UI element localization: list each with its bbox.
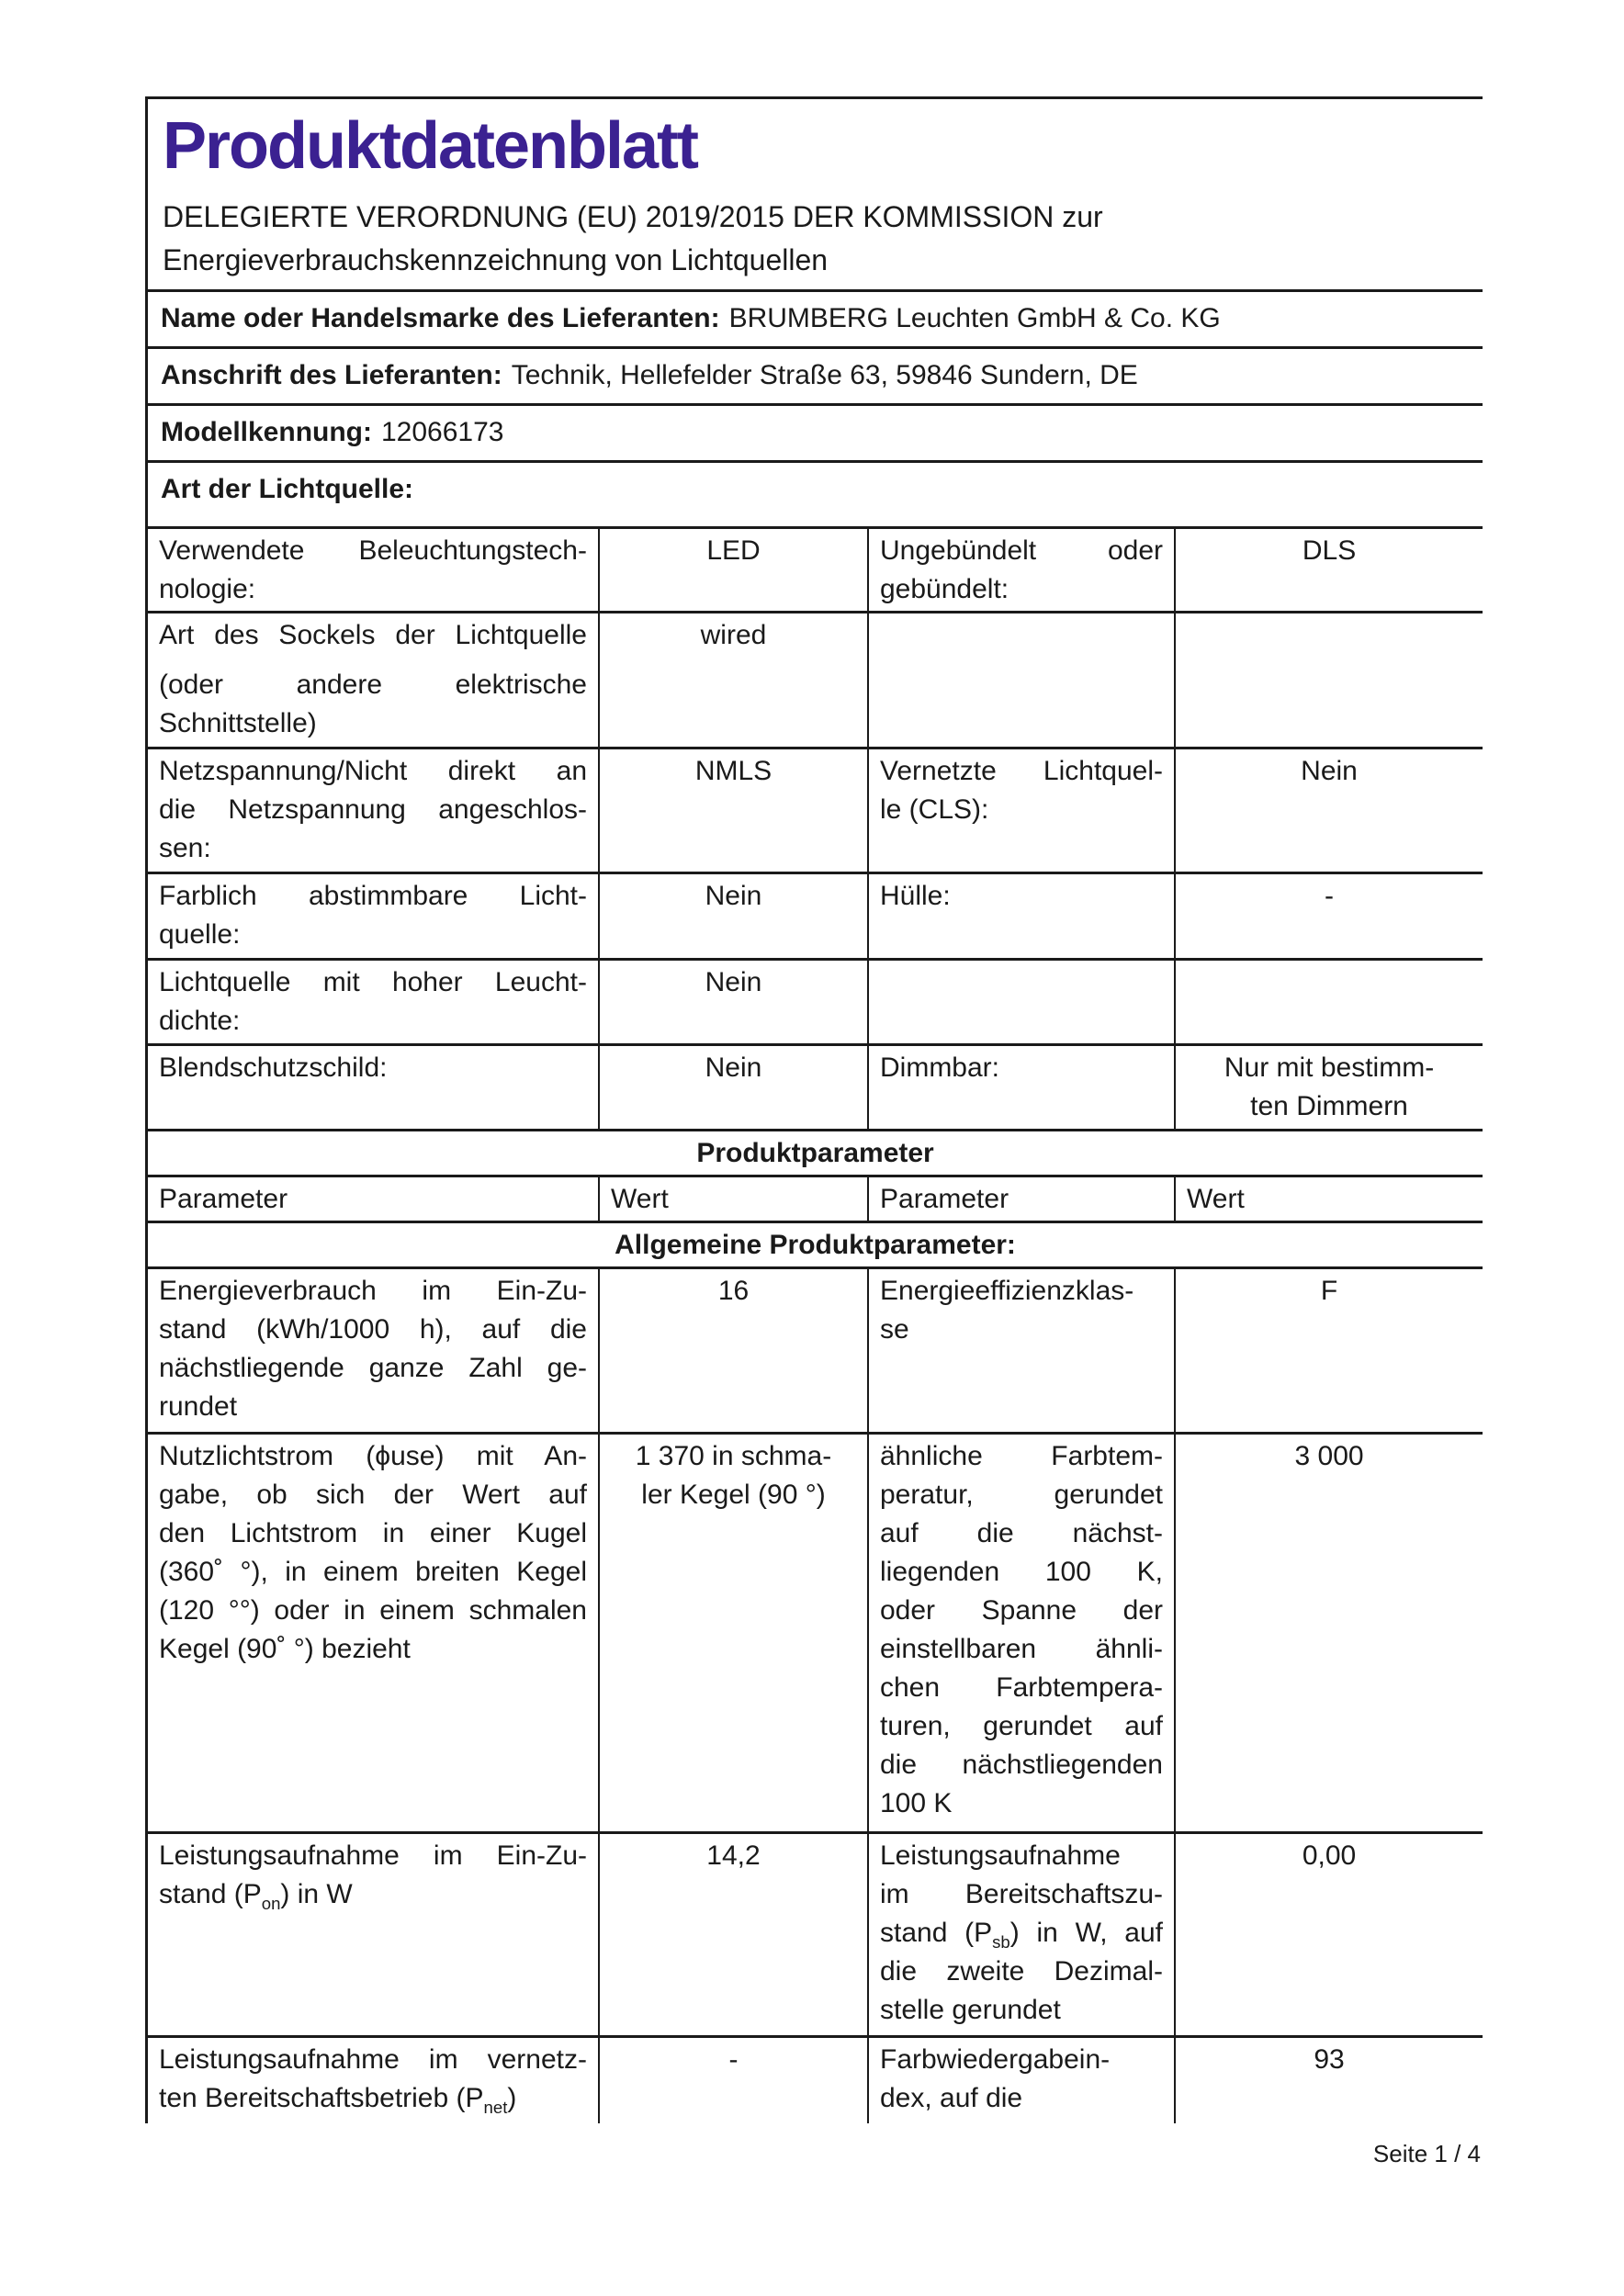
text-line: Energieverbrauch im Ein-Zu- [159, 1276, 587, 1306]
text-line: gabe, ob sich der Wert auf [159, 1480, 587, 1510]
model-id-cell [148, 406, 1483, 463]
param-right [869, 613, 1176, 749]
info-row-light-source-type [148, 463, 1483, 529]
column-header-parameter-left: Parameter [148, 1177, 600, 1223]
text-line: LED [706, 535, 761, 566]
text-line: ler Kegel (90 °) [641, 1480, 826, 1510]
text-line: rundet [159, 1391, 238, 1422]
column-header-wert-right: Wert [1176, 1177, 1483, 1223]
supplier-address-cell [148, 349, 1483, 406]
text-line: gebündelt: [880, 574, 1009, 604]
value-right [1176, 1834, 1483, 2038]
text-line: Kegel (90˚ °) bezieht [159, 1634, 411, 1664]
text-line: DLS [1302, 535, 1357, 566]
param-left [148, 2038, 600, 2123]
value-right [1176, 961, 1483, 1046]
text-line: Lichtquelle mit hoher Leucht- [159, 967, 587, 997]
table-row [148, 1269, 1483, 1435]
param-left [148, 1046, 600, 1131]
supplier-name-value: BRUMBERG Leuchten GmbH & Co. KG [728, 303, 1221, 333]
text-line: 0,00 [1302, 1840, 1357, 1871]
param-left [148, 961, 600, 1046]
text-line: le (CLS): [880, 794, 989, 825]
text-line: oder Spanne der [880, 1595, 1163, 1626]
text-line: die Netzspannung angeschlos- [159, 794, 587, 825]
text-line: Dimmbar: [880, 1052, 1000, 1083]
text-line: peratur, gerundet [880, 1480, 1163, 1510]
table-row [148, 749, 1483, 874]
datasheet-table-container [145, 96, 1483, 2123]
text-line: stand $(P_{sb})$ in W, auf [880, 1918, 1163, 1952]
value-right [1176, 1269, 1483, 1435]
text-line: den Lichtstrom in einer Kugel [159, 1518, 587, 1548]
value-left [600, 961, 869, 1046]
text-line: (oder andere elektrische [159, 670, 587, 700]
param-right [869, 2038, 1176, 2123]
param-right [869, 1269, 1176, 1435]
text-line: einstellbaren ähnli- [880, 1634, 1163, 1664]
text-line [159, 655, 587, 666]
value-left [600, 1834, 869, 2038]
supplier-address-value: Technik, Hellefelder Straße 63, 59846 Sundern, DE [511, 360, 1138, 390]
header-row [148, 99, 1483, 292]
text-line: F [1320, 1276, 1338, 1306]
text-line: NMLS [694, 756, 773, 786]
text-line: Hülle: [880, 881, 951, 911]
text-line: chen Farbtempera- [880, 1672, 1163, 1703]
supplier-address-label: Anschrift des Lieferanten: [161, 360, 502, 390]
text-line: Schnittstelle) [159, 708, 317, 738]
table-row [148, 961, 1483, 1046]
param-left [148, 1269, 600, 1435]
section-header-row [148, 1223, 1483, 1269]
value-left [600, 613, 869, 749]
text-line: Vernetzte Lichtquel- [880, 756, 1163, 786]
light-source-type-label: Art der Lichtquelle: [161, 474, 414, 504]
value-left [600, 1046, 869, 1131]
value-left [600, 1269, 869, 1435]
text-line: Farblich abstimmbare Licht- [159, 881, 587, 911]
supplier-name-label: Name oder Handelsmarke des Lieferanten: [161, 303, 720, 333]
text-line: ähnliche Farbtem- [880, 1441, 1163, 1471]
text-line: Farbwiedergabein- [880, 2044, 1111, 2075]
text-line: Leistungsaufnahme [880, 1840, 1121, 1871]
param-left [148, 874, 600, 961]
section-header-produktparameter: Produktparameter [148, 1131, 1483, 1177]
text-line: Nur mit bestimm- [1224, 1052, 1435, 1083]
text-line: Nein [705, 881, 762, 911]
supplier-name-cell [148, 292, 1483, 349]
text-line: 93 [1314, 2044, 1345, 2075]
model-id-value: 12066173 [380, 417, 504, 447]
text-line: (360˚ °), in einem breiten Kegel [159, 1557, 587, 1587]
text-line: liegenden 100 K, [880, 1557, 1163, 1587]
text-line: - [728, 2044, 739, 2075]
value-right [1176, 529, 1483, 613]
text-line: Ungebündelt oder [880, 535, 1163, 566]
text-line: Blendschutzschild: [159, 1052, 388, 1083]
value-right [1176, 749, 1483, 874]
param-right [869, 1834, 1176, 2038]
value-right [1176, 874, 1483, 961]
text-line: 14,2 [706, 1840, 761, 1871]
value-right [1176, 613, 1483, 749]
table-row [148, 2038, 1483, 2123]
value-left [600, 2038, 869, 2123]
text-line: 16 [717, 1276, 750, 1306]
text-line: die nächstliegenden [880, 1750, 1163, 1780]
light-source-type-cell [148, 463, 1483, 529]
param-left [148, 613, 600, 749]
param-right [869, 874, 1176, 961]
value-left [600, 874, 869, 961]
info-row-supplier-address [148, 349, 1483, 406]
table-row [148, 1435, 1483, 1834]
section-header-row [148, 1131, 1483, 1177]
text-line: quelle: [159, 919, 241, 950]
table-row [148, 1046, 1483, 1131]
text-line: Leistungsaufnahme im Ein-Zu- [159, 1840, 587, 1871]
datasheet-table [145, 96, 1483, 2123]
text-line: dex, auf die [880, 2083, 1023, 2113]
param-left [148, 1435, 600, 1834]
text-line: stand $(P_{on})$ in W [159, 1879, 353, 1913]
text-line: wired [700, 620, 767, 650]
header-cell [148, 99, 1483, 292]
param-left [148, 529, 600, 613]
text-line: 100 K [880, 1788, 953, 1818]
text-line: Nein [1301, 756, 1358, 786]
text-line: sen: [159, 833, 211, 863]
param-left [148, 1834, 600, 2038]
value-left [600, 749, 869, 874]
column-header-parameter-right: Parameter [869, 1177, 1176, 1223]
text-line: se [880, 1314, 909, 1345]
text-line: ten Dimmern [1250, 1091, 1408, 1121]
info-row-supplier-name [148, 292, 1483, 349]
info-row-model-id [148, 406, 1483, 463]
table-row [148, 1834, 1483, 2038]
text-line: Netzspannung/Nicht direkt an [159, 756, 587, 786]
param-right [869, 529, 1176, 613]
text-line: Leistungsaufnahme im vernetz- [159, 2044, 587, 2075]
param-right [869, 749, 1176, 874]
value-left [600, 529, 869, 613]
text-line: im Bereitschaftszu- [880, 1879, 1163, 1909]
table-row [148, 874, 1483, 961]
text-line: auf die nächst- [880, 1518, 1163, 1548]
text-line: Nein [705, 967, 762, 997]
param-right [869, 961, 1176, 1046]
value-right [1176, 2038, 1483, 2123]
subtitle-line-2: Energieverbrauchskennzeichnung von Lichtquellen [163, 243, 829, 277]
value-right [1176, 1435, 1483, 1834]
page-title: Produktdatenblatt [163, 109, 698, 183]
text-line: Energieeffizienzklas- [880, 1276, 1134, 1306]
model-id-label: Modellkennung: [161, 417, 372, 447]
column-header-wert-left: Wert [600, 1177, 869, 1223]
text-line: stand (kWh/1000 h), auf die [159, 1314, 587, 1345]
column-header-row [148, 1177, 1483, 1223]
page-number: Seite 1 / 4 [1372, 2140, 1481, 2167]
text-line: ten Bereitschaftsbetrieb $(P_{net})$ [159, 2083, 517, 2117]
param-right [869, 1046, 1176, 1131]
text-line: turen, gerundet auf [880, 1711, 1163, 1741]
text-line: nächstliegende ganze Zahl ge- [159, 1353, 587, 1383]
text-line: die zweite Dezimal- [880, 1956, 1163, 1986]
text-line: stelle gerundet [880, 1995, 1061, 2025]
text-line: Art des Sockels der Lichtquelle [159, 620, 587, 650]
param-left [148, 749, 600, 874]
text-line: - [1325, 881, 1335, 911]
table-row [148, 529, 1483, 613]
text-line: Nein [705, 1052, 762, 1083]
text-line: (120 °°) oder in einem schmalen [159, 1595, 587, 1626]
param-right [869, 1435, 1176, 1834]
text-line: 3 000 [1294, 1441, 1364, 1471]
value-left [600, 1435, 869, 1834]
subtitle-line-1: DELEGIERTE VERORDNUNG (EU) 2019/2015 DER KOMMISSION zur [163, 200, 1103, 234]
text-line: dichte: [159, 1006, 241, 1036]
text-line: Nutzlichtstrom (ϕuse) mit An- [159, 1441, 587, 1471]
text-line: Verwendete Beleuchtungstech- [159, 535, 587, 566]
text-line: 1 370 in schma- [635, 1441, 832, 1471]
text-line: nologie: [159, 574, 256, 604]
value-right [1176, 1046, 1483, 1131]
table-row [148, 613, 1483, 749]
section-header-allgemeine: Allgemeine Produktparameter: [148, 1223, 1483, 1269]
